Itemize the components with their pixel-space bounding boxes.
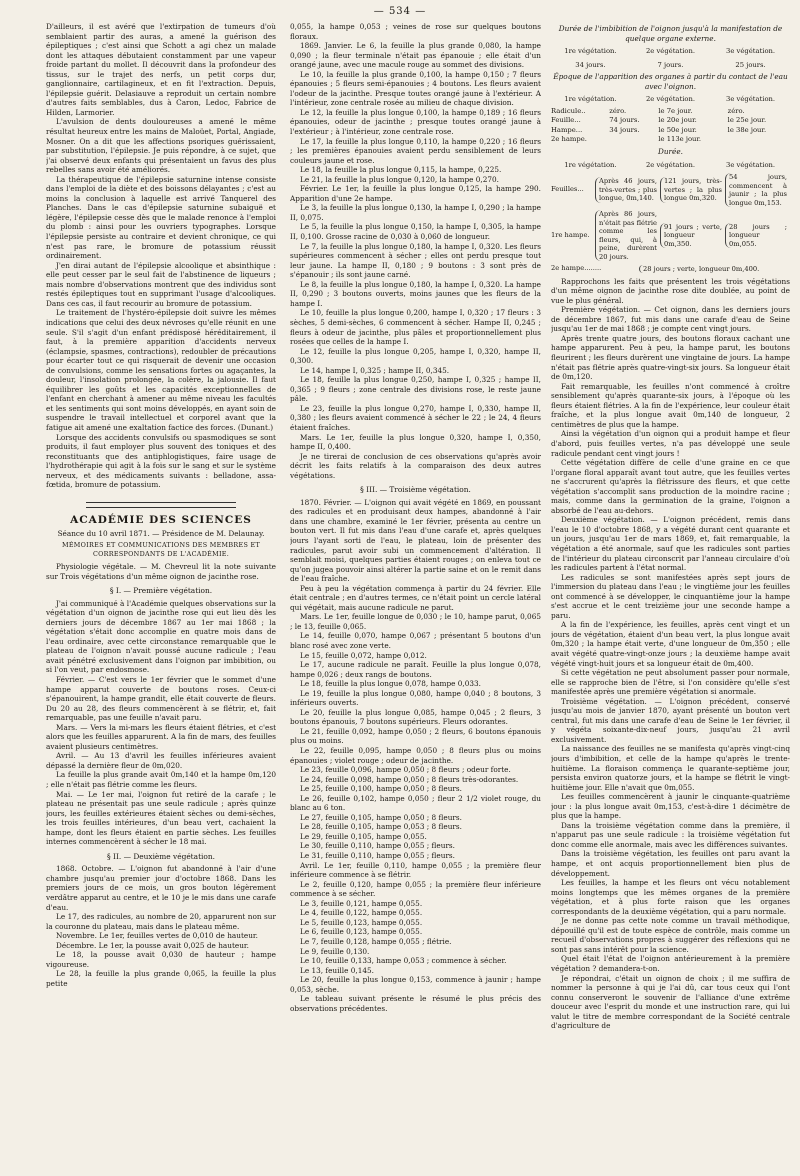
paragraph: Le 5, feuille 0,123, hampe 0,055. [300, 917, 423, 927]
paragraph: Le 21, feuille 0,092, hampe 0,050 ; 2 fleurs, 6 boutons épanouis plus ou moins. [290, 726, 541, 746]
paragraph: Le 6, feuille 0,123, hampe 0,055. [300, 927, 423, 937]
paragraph: Le 15, feuille 0,072, hampe 0,012. [300, 650, 427, 660]
row-label: 1re hampe. [551, 230, 590, 239]
paragraph: Dans la troisième végétation comme dans la première, il n'apparut pas une seule radicule : la troisième végétation fut donc comme elle anormale, mais avec les différences suivantes. [551, 820, 790, 849]
paragraph: Le 18, feuille la plus longue 0,078, hampe 0,033. [300, 679, 481, 689]
table-cell: le 38e jour. [727, 125, 767, 134]
paragraph: Le 12, la feuille la plus longue 0,100, la hampe 0,189 ; 16 fleurs épanouies, odeur de jacinthe ; presque toutes orangé jaune à l'extérieur ; à l'intérieur, zone centrale rose. [290, 107, 541, 137]
paragraph: Après trente quatre jours, des boutons floraux cachant une hampe apparurent. Peu à peu, la hampe parut, les boutons fleurirent ; les fleurs durèrent une vingtaine de jours. La hampe n'était pas flétrie après quatre-vingt-six jours. Sa longueur était de 0m,120. [551, 333, 790, 382]
paragraph: Le 3, la feuille la plus longue 0,130, la hampe I, 0,290 ; la hampe II, 0,075. [290, 203, 541, 222]
paragraph: D'ailleurs, il est avéré que l'extirpation de tumeurs d'où semblaient partir des auras, a amené la guérison des épileptiques ; c'est ainsi que Schott a agi chez un malade dont les attaques débutaient constamment par une vapeur froide partant du mollet. Il découvrit dans la profondeur des tissus, sur le trajet des nerfs, un petit corps dur, ganglionnaire, cartilagineux, et en fit l'extraction. Depuis, l'épilepsie guérit. Delasiauve a reproduit un certain nombre d'autres faits semblables, dus à Caron, Ledoc, Fabrice de Hilden, Larmorier. [46, 22, 276, 117]
paragraph: Le 4, feuille 0,122, hampe 0,055. [300, 908, 423, 918]
paragraph: 1869. Janvier. Le 6, la feuille la plus grande 0,080, la hampe 0,090 ; la fleur terminale n'était pas épanouie ; elle était d'un orangé jaune, avec une macule rouge au sommet des divisions. [290, 41, 541, 70]
paragraph: Février. Le 1er, la feuille la plus longue 0,125, la hampe 290. Apparition d'une 2e hampe. [290, 184, 541, 203]
duration-value: 34 jours. [575, 60, 606, 69]
vegetation-headers [551, 161, 790, 171]
table-cell: 121 jours, très-vertes ; la plus longue 0m,320. [660, 177, 722, 203]
paragraph: 0,055, la hampe 0,053 ; veines de rose sur quelques boutons floraux. [290, 22, 541, 41]
paragraph: Le traitement de l'hystéro-épilepsie doit suivre les mêmes indications que celui des deux névroses qu'elle réunit en une seule. S'il s'agit d'un enfant prédisposé héréditairement, il faut, à la première apparition d'accidents nerveux (éclampsie, spasmes, contractions), redoubler de précautions pour écarter tout ce qui risquerait de devenir une occasion de convulsions, comme les sensations fortes ou agaçantes, la douleur, l'insolation prolongée, la colère, la jalousie. Il faut équilibrer les goûts et les capacités exceptionnelles de l'enfant en cherchant à amener au même niveau les facultés et les sentiments qui sont moins développés, en ayant soin de suspendre le travail intellectuel et corporel avant que la fatigue ait amené une exaltation factice des forces. (Dunant.) [46, 308, 276, 432]
table-cell: Après 46 jours, très-vertes ; plus longue, 0m,140. [595, 177, 657, 203]
paragraph: Le 27, feuille 0,105, hampe 0,050 ; 8 fleurs. [300, 812, 462, 822]
paragraph: Le 18, feuille la plus longue 0,250, hampe I, 0,325 ; hampe II, 0,365 ; 9 fleurs ; zone centrale des divisions rose, le reste jaune pâle. [290, 375, 541, 404]
paragraph: Ainsi la végétation d'un oignon qui a produit hampe et fleur d'abord, puis feuilles vertes, n'a pas développé une seule radicule pendant cent vingt jours ! [551, 429, 790, 458]
paragraph: Le 18, la pousse avait 0,030 de hauteur ; hampe vigoureuse. [46, 950, 276, 969]
paragraph: Avril. Le 1er, feuille 0,110, hampe 0,055 ; la première fleur inférieure commence à se flétrir. [290, 860, 541, 880]
duration-value: 25 jours. [735, 60, 766, 69]
paragraph: Le 30, feuille 0,110, hampe 0,055 ; fleurs. [300, 841, 455, 851]
paragraph: Le 25, feuille 0,100, hampe 0,050 ; 8 fleurs. [300, 784, 462, 794]
duree-row-hampe [551, 210, 790, 261]
paragraph: Le 20, feuille la plus longue 0,085, hampe 0,045 ; 2 fleurs, 3 boutons épanouis, 7 boutons supérieurs. Fleurs odorantes. [290, 707, 541, 727]
table-cell: 54 jours, commencent à jaunir ; la plus longue 0m,153. [725, 173, 787, 207]
section-divider [86, 502, 236, 508]
epoque-table [551, 107, 790, 145]
paragraph: Le 31, feuille 0,110, hampe 0,055 ; fleurs. [300, 851, 455, 861]
row-label: Feuilles... [551, 185, 584, 194]
duration-value: 7 jours. [657, 60, 684, 69]
paragraph: Si cette végétation ne peut absolument passer pour normale, elle se rapproche bien de l'être, si l'on considère qu'elle s'est manifestée après une première végétation si anormale. [551, 668, 790, 697]
row-label: 2e hampe........ [551, 264, 602, 273]
table-row [551, 107, 790, 117]
duree-row-hampe2 [551, 264, 790, 274]
table-cell [728, 135, 790, 145]
paragraph: Dans la troisième végétation, les feuilles ont paru avant la hampe, et ont acquis proportionnellement bien plus de développement. [551, 849, 790, 878]
paragraph: J'en dirai autant de l'épilepsie alcoolique et absinthique : elle peut cesser par le seul fait de l'abstinence de liqueurs ; mais nombre d'observations montrent que des individus sont restés épileptiques tout en supprimant l'usage d'alcooliques. Dans ces cas, il faut recourir au bromure de potassium. [46, 260, 276, 308]
paragraph: Le 10, feuille 0,133, hampe 0,053 ; commence à sécher. [300, 956, 507, 966]
table-row [551, 135, 790, 145]
veg-head: 2e végétation. [645, 95, 696, 104]
paragraph: Je ne tirerai de conclusion de ces observations qu'après avoir décrit les faits relatifs à la comparaison des deux autres végétations. [290, 451, 541, 480]
paragraph: Le 19, feuille la plus longue 0,080, hampe 0,040 ; 8 boutons, 3 inférieurs ouverts. [290, 688, 541, 708]
paragraph: Le 17, des radicules, au nombre de 20, apparurent non sur la couronne du plateau, mais dans le plateau même. [46, 912, 276, 931]
section-heading: § I. — Première végétation. [109, 586, 213, 596]
column-left [46, 22, 276, 1172]
paragraph: Le 13, feuille 0,145. [300, 965, 374, 975]
table-cell: zéro. [609, 106, 627, 115]
table-cell: Radicule.. [551, 106, 586, 115]
paragraph: Le 29, feuille 0,105, hampe 0,055. [300, 831, 427, 841]
vegetation-headers [551, 95, 790, 105]
table-title-duration: Durée de l'imbibition de l'oignon jusqu'à la manifestation de quelque organe externe. [558, 24, 783, 43]
paragraph: Le 23, feuille la plus longue 0,270, hampe I, 0,330, hampe II, 0,380 ; les fleurs avaient commencé à sécher le 22 ; le 24, 4 fleurs étaient fraîches. [290, 403, 541, 432]
paragraph: Le 28, feuille 0,105, hampe 0,053 ; 8 fleurs. [300, 822, 462, 832]
table-cell [609, 135, 658, 145]
veg-head: 3e végétation. [726, 160, 776, 169]
paragraph: Mai. — Le 1er mai, l'oignon fut retiré de la carafe ; le plateau ne présentait pas une seule radicule ; après quinze jours, les feuilles extérieures étaient sèches ou demi-sèches, les trois feuilles intérieures, d'un beau vert, cachaient la hampe, dont les fleurs étaient en partie sèches. Les feuilles internes commencèrent à sécher le 18 mai. [46, 789, 276, 847]
veg-head: 2e végétation. [645, 160, 696, 169]
veg-head: 3e végétation. [726, 47, 776, 56]
paragraph: Les radicules se sont manifestées après sept jours de l'immersion du plateau dans l'eau ; le vingtième jour les feuilles ont commencé à se développer, le cinquantième jour la hampe s'est accrue et le cent treizième jour une seconde hampe a paru. [551, 572, 790, 620]
paragraph: Rapprochons les faits que présentent les trois végétations d'un même oignon de jacinthe rose dite doublée, au point de vue le plus général. [551, 276, 790, 305]
paragraph: Avril. — Au 13 d'avril les feuilles inférieures avaient dépassé la dernière fleur de 0m,020. [46, 751, 276, 770]
paragraph: Le 9, feuille 0,130. [300, 946, 370, 956]
paragraph: Le 14, hampe I, 0,325 ; hampe II, 0,345. [300, 365, 450, 375]
table-cell: le 7e jour. [658, 106, 693, 115]
paragraph: Le 17, la feuille la plus longue 0,110, la hampe 0,220 ; 16 fleurs ; les premières épanouies avaient perdu sensiblement de leurs couleurs jaune et rose. [290, 136, 541, 165]
paragraph: La naissance des feuilles ne se manifesta qu'après vingt-cinq jours d'imbibition, et celle de la hampe qu'après le trente-huitième. La floraison commença le quarante-septième jour, persista environ quatorze jours, et la hampe se flétrit le vingt-huitième jour. Elle n'avait que 0m,055. [551, 744, 790, 792]
table-cell: le 50e jour. [658, 125, 697, 134]
paragraph: Les feuilles commencèrent à jaunir le cinquante-quatrième jour : la plus longue avait 0m,153, c'est-à-dire 1 décimètre de plus que la hampe. [551, 792, 790, 821]
table-cell: le 113e jour. [658, 135, 702, 144]
paragraph: 1870. Février. — L'oignon qui avait végété en 1869, en poussant des radicules et en produisant deux hampes, abandonné à l'air dans une chambre, examiné le 1er février, présenta au centre un bouton vert. Il fut mis dans l'eau d'une carafe et, après quelques jours l'ayant sorti de l'eau, le plateau, loin de présenter des radicules, parut avoir subi un commencement d'altération. Il semblait moisi, quelques parties étaient rouges ; on enleva tout ce qu'on jugea pouvoir ainsi altérer la partie saine et on le remit dans de l'eau fraîche. [290, 497, 541, 584]
paragraph: 1868. Octobre. — L'oignon fut abandonné à l'air d'une chambre jusqu'au premier jour d'octobre 1868. Dans les premiers jours de ce mois, un gros bouton légèrement verdâtre apparut au centre, et le 10 je le mis dans une carafe d'eau. [46, 864, 276, 912]
paragraph: Mars. — Vers la mi-mars les fleurs étaient flétries, et c'est alors que les feuilles apparurent. A la fin de mars, des feuilles avaient plusieurs centimètres. [46, 722, 276, 751]
paragraph: Le 24, feuille 0,098, hampe 0,050 ; 8 fleurs très-odorantes. [300, 774, 519, 784]
table-title-duree: Durée. [658, 147, 683, 157]
paragraph: Deuxième végétation. — L'oignon précédent, remis dans l'eau le 10 d'octobre 1868, y a végété durant cent quarante et un jours, jusqu'au 1er de mars 1869, et, fait remarquable, la végétation a été anormale, sauf que les radicules sont parties de l'intérieur du plateau circonscrit par l'anneau circulaire d'où les radicules partent à l'état normal. [551, 515, 790, 573]
duration-values [551, 61, 790, 71]
paragraph: Peu à peu la végétation commença à partir du 24 février. Elle était centrale ; en d'autres termes, ce n'était point un cercle latéral qui végétait, mais aucune radicule ne parut. [290, 583, 541, 612]
paragraph: Le tableau suivant présente le résumé le plus précis des observations précédentes. [290, 994, 541, 1013]
veg-head: 3e végétation. [726, 95, 776, 104]
paragraph: Quel était l'état de l'oignon antérieurement à la première végétation ? demandera-t-on. [551, 954, 790, 974]
seance-line: Séance du 10 avril 1871. — Présidence de M. Delaunay. [57, 529, 265, 539]
paragraph: Le 18, la feuille la plus longue 0,115, la hampe, 0,225. [300, 165, 502, 175]
paragraph: Le 21, la feuille la plus longue 0,120, la hampe 0,270. [300, 174, 499, 184]
paragraph: L'avulsion de dents douloureuses a amené le même résultat heureux entre les mains de Maloüet, Portal, Angiade, Mosner. On a dit que les affections psoriques guérissaient, par substitution, l'épilepsie. Je puis répondre, à ce sujet, que j'ai observé deux enfants qui présentaient un favus des plus rebelles sans avoir été améliorés. [46, 117, 276, 175]
paragraph: Physiologie végétale. — M. Chevreul lit la note suivante sur Trois végétations d'un même oignon de jacinthe rose. [46, 561, 276, 581]
table-cell: 28 jours ; longueur 0m,055. [725, 223, 787, 249]
column-middle [290, 22, 541, 1172]
table-cell: zéro. [727, 106, 745, 115]
paragraph: Mars. Le 1er, feuille la plus longue 0,320, hampe I, 0,350, hampe II, 0,400. [290, 432, 541, 452]
column-right [551, 22, 790, 1172]
academy-title: ACADÉMIE DES SCIENCES [70, 513, 252, 526]
table-cell: 34 jours. [609, 125, 640, 134]
paragraph: A la fin de l'expérience, les feuilles, après cent vingt et un jours de végétation, étaient d'un beau vert, la plus longue avait 0m,320 ; la hampe était verte, d'une longueur de 0m,350 ; elle avait végété quatre-vingt-onze jours ; la deuxième hampe avait végété vingt-huit jours et sa longueur était de 0m,400. [551, 620, 790, 668]
table-cell: Hampe... [551, 125, 583, 134]
table-cell: 74 jours. [609, 116, 640, 125]
paragraph: Mars. Le 1er, feuille longue de 0,030 ; le 10, hampe parut, 0,065 ; le 13, feuille 0,065. [290, 612, 541, 631]
paragraph: Décembre. Le 1er, la pousse avait 0,025 de hauteur. [56, 940, 249, 950]
paragraph: Février. — C'est vers le 1er février que le sommet d'une hampe apparut couverte de boutons roses. Ceux-ci s'épanouirent, la hampe grandit, elle était couverte de fleurs. Du 20 au 28, des fleurs commencèrent à se flétrir, et, fait remarquable, pas une feuille n'avait paru. [46, 675, 276, 723]
paragraph: Novembre. Le 1er, feuilles vertes de 0,010 de hauteur. [56, 931, 258, 941]
paragraph: Le 20, feuille la plus longue 0,153, commence à jaunir ; hampe 0,053, sèche. [290, 975, 541, 994]
paragraph: Les feuilles, la hampe et les fleurs ont vécu notablement moins longtemps que les mêmes organes de la première végétation, et à plus forte raison que les organes correspondants de la deuxième végétation, qui a paru normale. [551, 878, 790, 916]
table-cell: 91 jours ; verte, longueur 0m,350. [660, 223, 722, 249]
paragraph: Le 22, feuille 0,095, hampe 0,050 ; 8 fleurs plus ou moins épanouies ; violet rouge ; odeur de jacinthe. [290, 746, 541, 765]
paragraph: Le 7, feuille 0,128, hampe 0,055 ; flétrie. [300, 936, 452, 946]
table-cell: 2e hampe. [551, 135, 587, 144]
paragraph: Le 28, la feuille la plus grande 0,065, la feuille la plus petite [46, 969, 276, 988]
paragraph: Le 26, feuille 0,102, hampe 0,050 ; fleur 2 1/2 violet rouge, du blanc au 6 ton. [290, 793, 541, 813]
veg-head: 2e végétation. [645, 47, 696, 56]
paragraph: Le 2, feuille 0,120, hampe 0,055 ; la première fleur inférieure commence à se sécher. [290, 879, 541, 899]
veg-head: 1re végétation. [564, 95, 617, 104]
paragraph: Cette végétation diffère de celle d'une graine en ce que l'organe floral apparaît avant tout autre, que les feuilles vertes ne s'accrurent qu'après la flétrissure des fleurs, et que cette végétation s'accomplit sans production de la moindre racine ; mais, comme dans la germination de la graine, l'oignon a absorbé de l'eau au-dehors. [551, 458, 790, 515]
duree-row-feuilles [551, 173, 790, 207]
paragraph: Le 5, la feuille la plus longue 0,150, la hampe I, 0,305, la hampe II, 0,100. Grosse racine de 0,030 à 0,060 de longueur. [290, 222, 541, 242]
section-heading: § III. — Troisième végétation. [360, 485, 471, 495]
paragraph: Le 8, la feuille la plus longue 0,180, la hampe I, 0,320. La hampe II, 0,290 ; 3 boutons ouverts, moins jaunes que les fleurs de la hampe I. [290, 279, 541, 308]
page-number: — 534 — [373, 6, 427, 17]
paragraph: Le 3, feuille 0,121, hampe 0,055. [300, 898, 423, 908]
paragraph: Le 7, la feuille la plus longue 0,180, la hampe I, 0,320. Les fleurs supérieures commencent à sécher ; elles ont perdu presque tout leur jaune. La hampe II, 0,180 ; 9 boutons : 3 sont près de s'épanouir ; ils sont jaune carné. [290, 241, 541, 280]
table-cell: Après 86 jours, n'était pas flétrie comme les fleurs, qui, à peine, durèrent 20 jours. [595, 210, 657, 261]
paragraph: Le 10, feuille la plus longue 0,200, hampe I, 0,320 ; 17 fleurs : 3 sèches, 5 demi-sèches, 6 commencent à sécher. Hampe II, 0,245 ; fleurs à odeur de jacinthe, plus pâles et proportionnellement plus rosées que celles de la hampe I. [290, 308, 541, 347]
table-row [551, 116, 790, 126]
section-heading: § II. — Deuxième végétation. [107, 851, 215, 861]
paragraph: Le 12, feuille la plus longue 0,205, hampe I, 0,320, hampe II, 0,300. [290, 346, 541, 366]
table-cell: 28 jours ; verte, longueur 0m,400. [639, 265, 787, 274]
table-title-epoque: Époque de l'apparition des organes à partir du contact de l'eau avec l'oignon. [553, 72, 788, 91]
paragraph: La thérapeutique de l'épilepsie saturnine intense consiste dans l'emploi de la diète et des boissons délayantes ; c'est au moins la conclusion à laquelle est arrivé Tanquerel des Planches. Dans le cas d'épilepsie saturnine subaiguë et légère, l'épilepsie cesse dès que le malade renonce à l'emploi du plomb : ainsi pour les ouvriers typographes. Lorsque l'épilepsie persiste au contraire et devient chronique, ce qui n'est pas rare, le bromure de potassium réussit ordinairement. [46, 174, 276, 261]
vegetation-headers [551, 47, 790, 57]
paragraph: Fait remarquable, les feuilles n'ont commencé à croître sensiblement qu'après quarante-six jours, à l'époque où les fleurs étaient flétries. A la fin de l'expérience, leur couleur était fraîche, et la plus longue avait 0m,140 de longueur, 2 centimètres de plus que la hampe. [551, 381, 790, 429]
paragraph: Lorsque des accidents convulsifs ou spasmodiques se sont produits, il faut employer plus souvent des toniques et des reconstituants que des antiphlogistiques, faire usage de l'hydrothérapie qui agit à la fois sur le sang et sur le système nerveux, et des médicaments suivants : belladone, assa-fœtida, bromure de potassium. [46, 432, 276, 490]
paragraph: Première végétation. — Cet oignon, dans les derniers jours de décembre 1867, fut mis dans une carafe d'eau de Seine jusqu'au 1er de mai 1868 ; je compte cent vingt jours. [551, 305, 790, 334]
paragraph: J'ai communiqué à l'Académie quelques observations sur la végétation d'un oignon de jacinthe rose qui eut lieu dès les derniers jours de décembre 1867 au 1er mai 1868 ; la végétation s'était donc accomplie en quatre mois dans de l'eau ordinaire, avec cette circonstance remarquable que le plateau de l'oignon n'avait poussé aucune radicule ; l'eau avait pénétré exclusivement dans l'oignon par imbibition, ou si l'on veut, par endosmose. [46, 598, 276, 675]
table-row [551, 126, 790, 136]
paragraph: La feuille la plus grande avait 0m,140 et la hampe 0m,120 ; elle n'était pas flétrie comme les fleurs. [46, 770, 276, 790]
table-cell: le 20e jour. [658, 116, 697, 125]
paragraph: Le 14, feuille 0,070, hampe 0,067 ; présentant 5 boutons d'un blanc rosé avec zone verte. [290, 631, 541, 650]
paragraph: Le 17, aucune radicule ne paraît. Feuille la plus longue 0,078, hampe 0,026 ; deux rangs de boutons. [290, 660, 541, 679]
paragraph: Le 10, la feuille la plus grande 0,100, la hampe 0,150 ; 7 fleurs épanouies ; 5 fleurs semi-épanouies ; 4 boutons. Les fleurs avaient l'odeur de la jacinthe. Presque toutes orangé jaune à l'extérieur. A l'intérieur, zone centrale rosée au milieu de chaque division. [290, 69, 541, 108]
memoires-heading: MÉMOIRES ET COMMUNICATIONS DES MEMBRES ET CORRESPONDANTS DE L'ACADÉMIE. [61, 540, 261, 559]
paragraph: Le 23, feuille 0,096, hampe 0,050 ; 8 fleurs ; odeur forte. [300, 765, 511, 775]
table-cell: le 25e jour. [727, 116, 767, 125]
table-cell: Feuille... [551, 116, 581, 125]
veg-head: 1re végétation. [564, 160, 617, 169]
paragraph: Je répondrai, c'était un oignon de choix ; il me suffira de nommer la personne à qui je l'ai dû, car tous ceux qui l'ont connu conserveront le souvenir de l'alliance d'une extrême douceur avec l'esprit du monde et une instruction rare, qui lui valut le titre de membre correspondant de la Société centrale d'agriculture de [551, 973, 790, 1031]
paragraph: Je ne donne pas cette note comme un travail méthodique, dépouillé qu'il est de toute espèce de contrôle, mais comme un recueil d'observations propres à suggérer des réflexions qui ne sont pas sans intérêt pour la science. [551, 916, 790, 954]
paragraph: Troisième végétation. — L'oignon précédent, conservé jusqu'au mois de janvier 1870, ayant présenté un bouton vert central, fut mis dans une carafe d'eau de Seine le 1er février, il y végéta soixante-dix-neuf jours, jusqu'au 21 avril exclusivement. [551, 696, 790, 744]
veg-head: 1re végétation. [564, 47, 617, 56]
